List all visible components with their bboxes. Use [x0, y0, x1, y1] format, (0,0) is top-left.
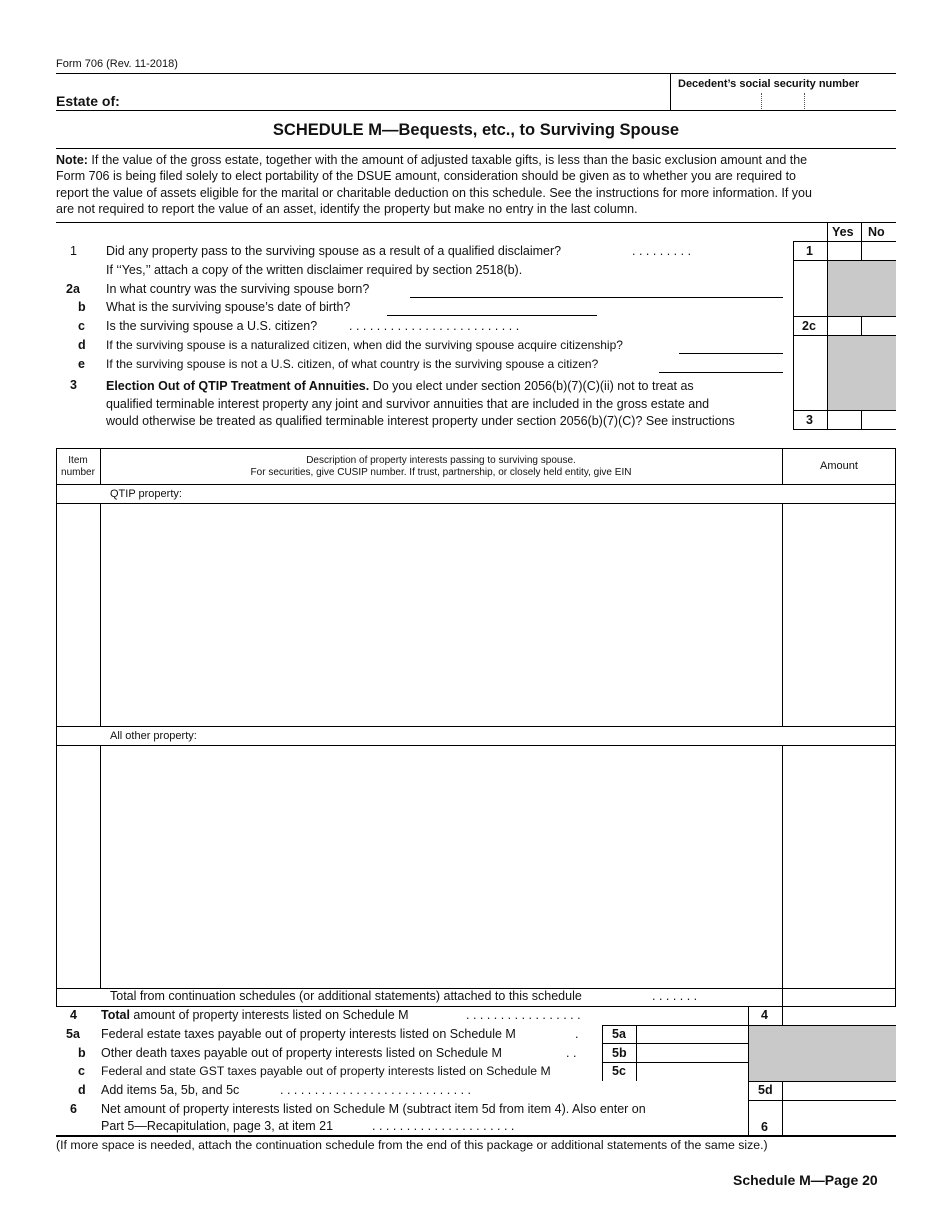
col-item-header: Item number [61, 455, 95, 478]
note-line-1: If the value of the gross estate, together with the amount of adjusted taxable gifts, is less than the basic exclusion amount and the [87, 153, 808, 167]
q2d-text: If the surviving spouse is a naturalized citizen, when did the surviving spouse acquire citizenship? [106, 338, 623, 352]
other-description-cell[interactable] [101, 746, 782, 987]
q2c-no-box[interactable] [862, 317, 895, 334]
q2a-text: In what country was the surviving spouse born? [106, 282, 370, 296]
estate-label: Estate of: [56, 93, 120, 109]
line4-box: 4 [761, 1008, 768, 1022]
line5c-text: Federal and state GST taxes payable out of property interests listed on Schedule M [101, 1064, 551, 1078]
q2c-line-box: 2c [802, 319, 816, 333]
q3-number: 3 [70, 378, 77, 392]
q1-number: 1 [70, 244, 77, 258]
line5a-text: Federal estate taxes payable out of property interests listed on Schedule M [101, 1027, 516, 1041]
line5b-amount[interactable] [637, 1044, 747, 1061]
line5c-box: 5c [612, 1064, 626, 1078]
line5b-text: Other death taxes payable out of property interests listed on Schedule M [101, 1046, 502, 1060]
line6-box: 6 [761, 1120, 768, 1134]
continuation-total-amount[interactable] [783, 989, 895, 1006]
q1-text: Did any property pass to the surviving spouse as a result of a qualified disclaimer? [106, 244, 562, 258]
more-space-note: (If more space is needed, attach the continuation schedule from the end of this package or additional statements of the same size.) [56, 1138, 768, 1152]
note-line-4: are not required to report the value of an asset, identify the property but make no entry in the last column. [56, 202, 638, 217]
line4-number: 4 [70, 1008, 77, 1022]
line5a-amount[interactable] [637, 1026, 747, 1042]
q2c-number: c [78, 319, 85, 333]
form-id: Form 706 (Rev. 11-2018) [56, 58, 178, 70]
ssn-label: Decedent’s social security number [678, 78, 860, 90]
line4-text: Total amount of property interests listed on Schedule M [101, 1008, 409, 1022]
line6-number: 6 [70, 1102, 77, 1116]
q3-yes-box[interactable] [828, 411, 860, 428]
line5b-number: b [78, 1046, 86, 1060]
q3-line-box: 3 [806, 413, 813, 427]
q1-sub-text: If ‘‘Yes,’’ attach a copy of the written disclaimer required by section 2518(b). [106, 263, 523, 277]
q2e-text: If the surviving spouse is not a U.S. citizen, of what country is the surviving spouse a citizen? [106, 357, 599, 371]
other-item-number-cell[interactable] [57, 746, 100, 987]
q1-no-box[interactable] [862, 242, 895, 259]
q3-text: Election Out of QTIP Treatment of Annuities. Do you elect under section 2056(b)(7)(C)(ii) not to treat as qualified terminable interest property any joint and survivor annuities that are included in the gross estate and would otherwise be treated as qualified terminable interest property under section 2056(b)(7)(C)? See instructions [106, 379, 735, 428]
line6-text-1: Net amount of property interests listed on Schedule M (subtract item 5d from item 4). Also enter on [101, 1102, 646, 1116]
line5d-text: Add items 5a, 5b, and 5c [101, 1083, 240, 1097]
col-description-header: Description of property interests passing to surviving spouse. For securities, give CUSIP number. If trust, partnership, or closely held entity, give EIN [250, 455, 632, 478]
q2e-number: e [78, 357, 85, 371]
q3-no-box[interactable] [862, 411, 895, 428]
line6-text-2: Part 5—Recapitulation, page 3, at item 21 [101, 1119, 334, 1133]
page-label: Schedule M—Page 20 [733, 1172, 878, 1188]
line6-amount[interactable] [783, 1101, 895, 1135]
all-other-property-label: All other property: [110, 730, 197, 742]
q2a-number: 2a [66, 282, 80, 296]
qtip-amount-cell[interactable] [783, 504, 895, 725]
q2c-text: Is the surviving spouse a U.S. citizen? [106, 319, 318, 333]
q1-line-box: 1 [806, 244, 813, 258]
q2d-number: d [78, 338, 86, 352]
q2b-number: b [78, 300, 86, 314]
col-amount-header: Amount [820, 460, 858, 472]
q2a-answer-line[interactable] [410, 297, 783, 298]
qtip-item-number-cell[interactable] [57, 504, 100, 725]
q2b-answer-line[interactable] [387, 315, 597, 316]
note-line-2: Form 706 is being filed solely to elect portability of the DSUE amount, consideration should be given as to whether you are required to [56, 169, 796, 184]
continuation-total-label: Total from continuation schedules (or additional statements) attached to this schedule [110, 989, 582, 1003]
q1-yes-box[interactable] [828, 242, 860, 259]
q2c-yes-box[interactable] [828, 317, 860, 334]
line5d-box: 5d [758, 1083, 773, 1097]
line5d-amount[interactable] [783, 1082, 895, 1099]
line5c-amount[interactable] [637, 1063, 747, 1080]
line5b-box: 5b [612, 1046, 627, 1060]
line5a-box: 5a [612, 1027, 626, 1041]
q2e-answer-line[interactable] [659, 372, 783, 373]
qtip-description-cell[interactable] [101, 504, 782, 725]
other-amount-cell[interactable] [783, 746, 895, 987]
q2b-text: What is the surviving spouse’s date of birth? [106, 300, 351, 314]
line5a-number: 5a [66, 1027, 80, 1041]
line5c-number: c [78, 1064, 85, 1078]
q2d-answer-line[interactable] [679, 353, 783, 354]
schedule-title: SCHEDULE M—Bequests, etc., to Surviving Spouse [272, 121, 680, 139]
line5d-number: d [78, 1083, 86, 1097]
no-header: No [868, 225, 885, 239]
note-line-3: report the value of assets eligible for the marital or charitable deduction on this schedule. See the instructions for more information. If you [56, 185, 812, 200]
yes-header: Yes [832, 225, 854, 239]
q3-title: Election Out of QTIP Treatment of Annuities. [106, 379, 370, 393]
line4-amount[interactable] [783, 1007, 895, 1024]
note-label: Note: [56, 153, 88, 167]
note-block [56, 152, 896, 218]
qtip-property-label: QTIP property: [110, 488, 182, 500]
